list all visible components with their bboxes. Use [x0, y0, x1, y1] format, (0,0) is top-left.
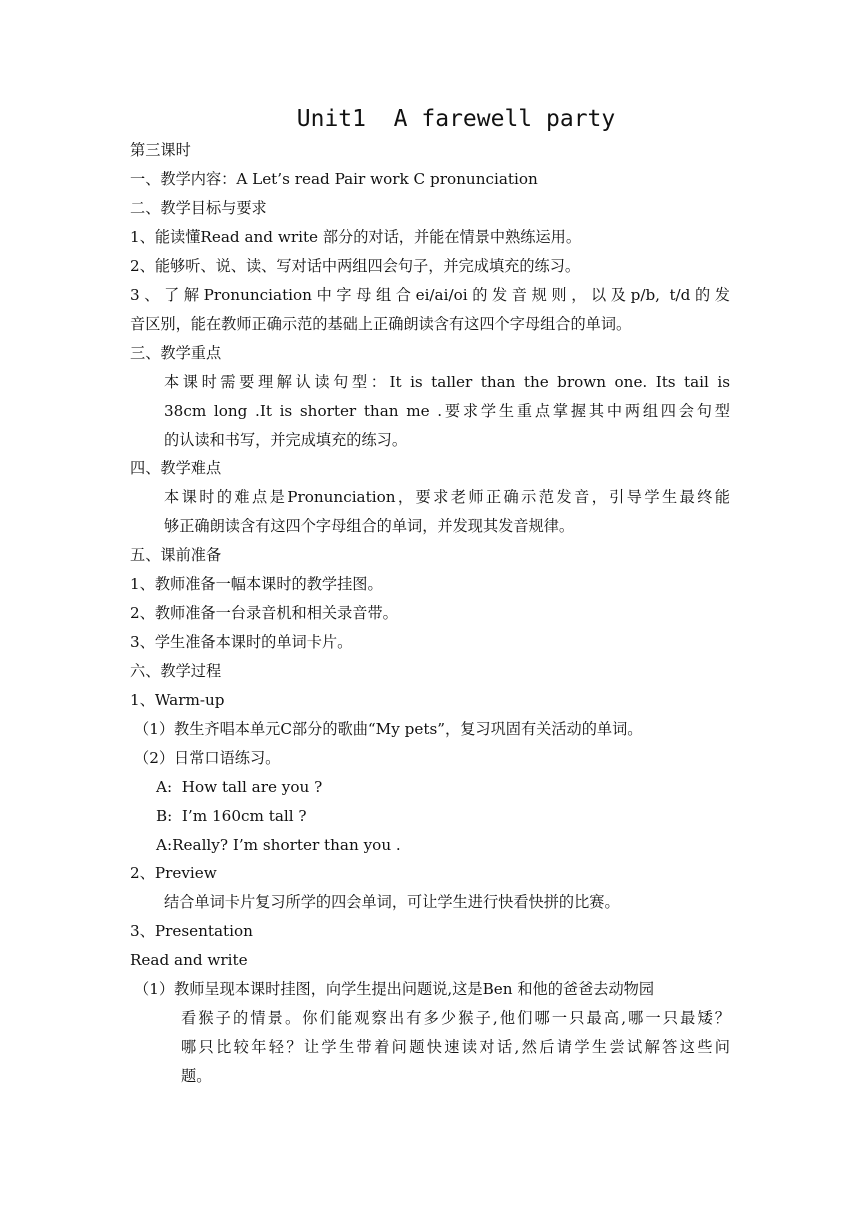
presentation-item-1-cont-1: 看猴子的情景。你们能观察出有多少猴子,他们哪一只最高,哪一只最矮？ [181, 1009, 730, 1027]
warm-up-item-2: （2）日常口语练习。 [134, 749, 281, 767]
goal-item-2: 2、能够听、说、读、写对话中两组四会句子，并完成填充的练习。 [130, 257, 581, 275]
preview-text: 结合单词卡片复习所学的四会单词，可让学生进行快看快拼的比赛。 [164, 893, 620, 911]
heading-key-points: 三、教学重点 [130, 344, 222, 362]
step-presentation: 3、Presentation [130, 922, 253, 940]
presentation-item-1: （1）教师呈现本课时挂图，向学生提出问题说,这是Ben 和他的爸爸去动物园 [134, 980, 655, 998]
goal-item-3-cont: 音区别，能在教师正确示范的基础上正确朗读含有这四个字母组合的单词。 [130, 315, 632, 333]
dialogue-line-b: B: I’m 160cm tall ? [156, 807, 307, 825]
lesson-period: 第三课时 [130, 141, 191, 159]
dialogue-line-a2: A:Really? I’m shorter than you . [156, 836, 401, 854]
heading-goals: 二、教学目标与要求 [130, 199, 267, 217]
step-warm-up: 1、Warm-up [130, 691, 225, 709]
difficulties-line-2: 够正确朗读含有这四个字母组合的单词，并发现其发音规律。 [164, 517, 575, 535]
presentation-item-1-cont-2: 哪只比较年轻？让学生带着问题快速读对话,然后请学生尝试解答这些问 [181, 1038, 730, 1056]
heading-content: 一、教学内容：A Let’s read Pair work C pronunciation [130, 170, 538, 188]
document-title: Unit1 A farewell party [296, 106, 616, 132]
key-points-line-3: 的认读和书写，并完成填充的练习。 [164, 431, 407, 449]
goal-item-3: 3、了解Pronunciation中字母组合ei/ai/oi的发音规则，以及p/b, t/d的发 [130, 286, 730, 304]
heading-preparation: 五、课前准备 [130, 546, 222, 564]
heading-difficulties: 四、教学难点 [130, 459, 222, 477]
key-points-line-1: 本课时需要理解认读句型：It is taller than the brown one. Its tail is [164, 373, 730, 391]
step-preview: 2、Preview [130, 864, 217, 882]
key-points-line-2: 38cm long .It is shorter than me .要求学生重点掌握其中两组四会句型 [164, 402, 730, 420]
difficulties-line-1: 本课时的难点是Pronunciation，要求老师正确示范发音，引导学生最终能 [164, 488, 730, 506]
warm-up-item-1: （1）教生齐唱本单元C部分的歌曲“My pets”，复习巩固有关活动的单词。 [134, 720, 643, 738]
preparation-item-3: 3、学生准备本课时的单词卡片。 [130, 633, 353, 651]
preparation-item-2: 2、教师准备一台录音机和相关录音带。 [130, 604, 398, 622]
preparation-item-1: 1、教师准备一幅本课时的教学挂图。 [130, 575, 383, 593]
goal-item-1: 1、能读懂Read and write 部分的对话，并能在情景中熟练运用。 [130, 228, 582, 246]
presentation-item-1-cont-3: 题。 [181, 1067, 212, 1085]
dialogue-line-a1: A: How tall are you ? [156, 778, 323, 796]
heading-process: 六、教学过程 [130, 662, 222, 680]
subheading-read-and-write: Read and write [130, 951, 248, 969]
